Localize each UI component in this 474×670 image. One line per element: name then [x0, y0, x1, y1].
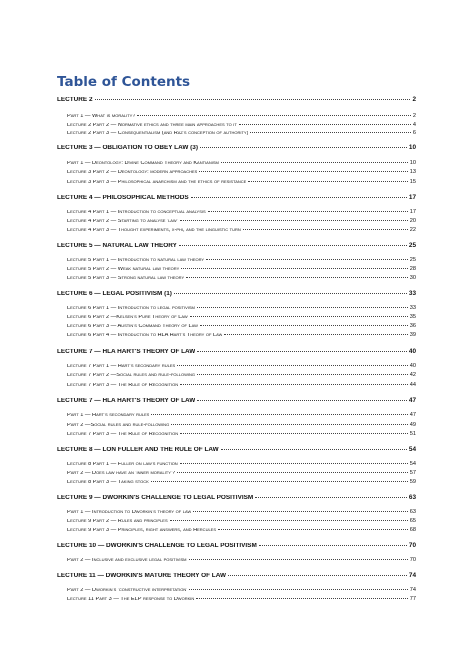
toc-page-number: 17	[408, 194, 416, 201]
dot-leader	[200, 325, 408, 326]
toc-page-number: 63	[408, 494, 416, 501]
dot-leader	[199, 171, 407, 172]
toc-entry-label: Lecture 4 Part 3 — Thought experiments, x-phi, and the linguistic turn	[67, 228, 241, 233]
toc-lecture-entry[interactable]	[57, 495, 416, 501]
toc-page-number: 30	[409, 275, 416, 281]
toc-entry-label: Part 1 — Hart's secondary rules	[67, 413, 150, 418]
dot-leader	[151, 414, 407, 415]
dot-leader	[177, 365, 408, 366]
toc-page-number: 33	[408, 290, 416, 297]
toc-entry-label: Lecture 5 Part 3 — Strong natural law theory	[67, 276, 185, 281]
toc-entry-label: Lecture 9 Part 2 — Rules and principles	[67, 519, 168, 524]
dot-leader	[177, 472, 408, 473]
toc-entry-label: Lecture 6 Part 3 — Austin's Command Theory of Law	[67, 324, 198, 329]
toc-page-number: 63	[409, 509, 416, 515]
dot-leader	[197, 307, 408, 308]
toc-page-number: 15	[409, 179, 416, 185]
toc-page-number: 25	[409, 257, 416, 263]
toc-lecture-entry[interactable]	[57, 291, 416, 297]
dot-leader	[197, 374, 408, 375]
toc-page-number: 28	[409, 266, 416, 272]
toc-page-number: 74	[408, 572, 416, 579]
toc-sub-entry[interactable]	[67, 413, 416, 419]
dot-leader	[180, 220, 408, 221]
toc-page-number: 74	[409, 587, 416, 593]
toc-page-number: 20	[409, 218, 416, 224]
dot-leader	[151, 481, 408, 482]
toc-page-number: 35	[409, 314, 416, 320]
toc-page-number: 6	[412, 130, 416, 136]
dot-leader	[218, 529, 408, 530]
toc-page-number: 54	[409, 461, 416, 467]
toc-entry-label: Lecture 4 Part 2 — Starting to analyse 'law'	[67, 219, 178, 224]
toc-page-number: 40	[408, 348, 416, 355]
toc-sub-entry[interactable]	[67, 471, 416, 477]
dot-leader	[208, 211, 408, 212]
toc-sub-entry[interactable]	[67, 114, 416, 120]
toc-sub-entry[interactable]	[67, 480, 416, 486]
toc-entry-label: Part 2 — Does law have an 'inner morality'?	[67, 471, 176, 476]
toc-sub-entry[interactable]	[67, 462, 416, 468]
toc-sub-entry[interactable]	[67, 170, 416, 176]
toc-sub-entry[interactable]	[67, 333, 416, 339]
toc-entry-label: Part 2 — Inclusive and exclusive legal positivism	[67, 558, 187, 563]
toc-title: Table of Contents	[57, 74, 191, 90]
dot-leader	[95, 99, 411, 100]
toc-entry-label: Part 1 — Deontology: Divine Command Theory and Kantianism	[67, 161, 219, 166]
dot-leader	[181, 268, 408, 269]
dot-leader	[186, 277, 408, 278]
toc-sub-entry[interactable]	[67, 123, 416, 129]
dot-leader	[206, 259, 408, 260]
toc-entry-label: Part 1 — Introduction to Dworkin's theory of law	[67, 510, 192, 515]
toc-page-number: 70	[409, 557, 416, 563]
toc-sub-entry[interactable]	[67, 364, 416, 370]
toc-entry-label: LECTURE 11 — DWORKIN'S MATURE THEORY OF LAW	[57, 573, 226, 579]
dot-leader	[190, 316, 408, 317]
toc-entry-label: LECTURE 4 — PHILOSOPHICAL METHODS	[57, 195, 189, 201]
dot-leader	[259, 545, 407, 546]
toc-entry-label: Lecture 6 Part 2 —Kelsen's Pure Theory of Law	[67, 315, 188, 320]
dot-leader	[196, 598, 408, 599]
toc-page-number: 17	[409, 209, 416, 215]
dot-leader	[179, 245, 407, 246]
toc-entry-label: Lecture 6 Part 4 — Introduction to HLA Hart's Theory of Law	[67, 333, 223, 338]
dot-leader	[228, 575, 407, 576]
toc-entry-label: Lecture 4 Part 1 — Introduction to conceptual analysis	[67, 210, 206, 215]
toc-page-number: 68	[409, 527, 416, 533]
toc-page-number: 22	[409, 227, 416, 233]
toc-page-number: 36	[409, 323, 416, 329]
toc-page-number: 54	[408, 446, 416, 453]
toc-entry-label: LECTURE 9 — DWORKIN'S CHALLENGE TO LEGAL POSITIVISM	[57, 495, 254, 501]
toc-sub-entry[interactable]	[67, 131, 416, 137]
toc-sub-entry[interactable]	[67, 510, 416, 516]
toc-page-number: 49	[409, 422, 416, 428]
toc-page-number: 25	[408, 242, 416, 249]
toc-lecture-entry[interactable]	[57, 447, 416, 453]
toc-sub-entry[interactable]	[67, 373, 416, 379]
toc-sub-entry[interactable]	[67, 519, 416, 525]
toc-sub-entry[interactable]	[67, 324, 416, 330]
toc-entry-label: Lecture 2 Part 3 — Consequentialism (and Raz's conception of authority)	[67, 131, 249, 136]
dot-leader	[197, 400, 407, 401]
toc-sub-entry[interactable]	[67, 258, 416, 264]
toc-lecture-entry[interactable]	[57, 97, 416, 103]
dot-leader	[170, 520, 408, 521]
toc-sub-entry[interactable]	[67, 180, 416, 186]
toc-lecture-entry[interactable]	[57, 195, 416, 201]
dot-leader	[193, 511, 407, 512]
toc-sub-entry[interactable]	[67, 161, 416, 167]
dot-leader	[180, 433, 408, 434]
dot-leader	[248, 181, 407, 182]
dot-leader	[255, 497, 407, 498]
toc-page-number: 65	[409, 518, 416, 524]
toc-lecture-entry[interactable]	[57, 573, 416, 579]
toc-entry-label: Lecture 2 Part 2 — Normative ethics and three main approaches to it	[67, 123, 237, 128]
dot-leader	[180, 463, 408, 464]
toc-entry-label: LECTURE 10 — DWORKIN'S CHALLENGE TO LEGAL POSITIVISM	[57, 543, 257, 549]
toc-page-number: 44	[409, 382, 416, 388]
toc-entry-label: LECTURE 2	[57, 97, 93, 103]
toc-sub-entry[interactable]	[67, 588, 416, 594]
toc-lecture-entry[interactable]	[57, 398, 416, 404]
toc-page-number: 77	[409, 596, 416, 602]
toc-entry-label: Lecture 9 Part 3 — Principles, right answers, and Hercules	[67, 528, 217, 533]
toc-page-number: 47	[408, 397, 416, 404]
dot-leader	[243, 229, 408, 230]
toc-entry-label: Lecture 7 Part 2 —Social rules and rule-following	[67, 373, 195, 378]
dot-leader	[189, 589, 407, 590]
dot-leader	[200, 147, 407, 148]
toc-entry-label: Lecture 5 Part 1 — Introduction to natural law theory	[67, 258, 205, 263]
toc-entry-label: Lecture 7 Part 3 — The Rule of Recognition	[67, 432, 179, 437]
toc-entry-label: LECTURE 7 — HLA HART'S THEORY OF LAW	[57, 398, 196, 404]
dot-leader	[250, 132, 410, 133]
toc-page-number: 2	[412, 96, 416, 103]
toc-page-number: 10	[409, 160, 416, 166]
toc-sub-entry[interactable]	[67, 558, 416, 564]
toc-entry-label: Part 2 — Dworkin's 'constructive interpretation'	[67, 588, 188, 593]
toc-page-number: 33	[409, 305, 416, 311]
toc-sub-entry[interactable]	[67, 597, 416, 603]
toc-page-number: 47	[409, 412, 416, 418]
toc-sub-entry[interactable]	[67, 219, 416, 225]
toc-page-number: 70	[408, 542, 416, 549]
toc-page-number: 39	[409, 332, 416, 338]
toc-page-number: 40	[409, 363, 416, 369]
dot-leader	[224, 334, 407, 335]
toc-entry-label: LECTURE 8 — LON FULLER AND THE RULE OF LAW	[57, 447, 219, 453]
toc-entry-label: LECTURE 5 — NATURAL LAW THEORY	[57, 243, 177, 249]
toc-sub-entry[interactable]	[67, 315, 416, 321]
toc-page-number: 42	[409, 372, 416, 378]
toc-lecture-entry[interactable]	[57, 145, 416, 151]
toc-sub-entry[interactable]	[67, 383, 416, 389]
dot-leader	[239, 124, 411, 125]
toc-sub-entry[interactable]	[67, 306, 416, 312]
toc-entry-label: Part 2 —Social rules and rule-following	[67, 423, 170, 428]
toc-page-number: 13	[409, 169, 416, 175]
toc-page-number: 10	[408, 144, 416, 151]
toc-lecture-entry[interactable]	[57, 543, 416, 549]
dot-leader	[221, 449, 407, 450]
toc-page-number: 59	[409, 479, 416, 485]
toc-page-number: 4	[412, 122, 416, 128]
toc-entry-label: Lecture 7 Part 1 — Hart's secondary rules	[67, 364, 176, 369]
toc-lecture-entry[interactable]	[57, 349, 416, 355]
toc-sub-entry[interactable]	[67, 276, 416, 282]
toc-page-number: 2	[412, 113, 416, 119]
toc-entry-label: Lecture 5 Part 2 — Weak natural law theory	[67, 267, 180, 272]
toc-sub-entry[interactable]	[67, 528, 416, 534]
dot-leader	[180, 384, 408, 385]
toc-sub-entry[interactable]	[67, 267, 416, 273]
dot-leader	[191, 197, 407, 198]
toc-entry-label: Lecture 8 Part 3 — Taking stock	[67, 480, 149, 485]
toc-lecture-entry[interactable]	[57, 243, 416, 249]
dot-leader	[221, 162, 408, 163]
toc-sub-entry[interactable]	[67, 210, 416, 216]
toc-entry-label: Lecture 8 Part 1 — Fuller on law's function	[67, 462, 178, 467]
toc-page-number: 51	[409, 431, 416, 437]
dot-leader	[197, 351, 407, 352]
toc-sub-entry[interactable]	[67, 423, 416, 429]
toc-entry-label: Lecture 7 Part 3 — The Rule of Recognition	[67, 383, 179, 388]
toc-entry-label: Lecture 3 Part 3 — Philosophical anarchism and the ethics of resistance	[67, 180, 247, 185]
toc-entry-label: Lecture 3 Part 2 — Deontology: modern approaches	[67, 170, 198, 175]
toc-entry-label: Part 1 — What is morality?	[67, 114, 136, 119]
dot-leader	[189, 559, 408, 560]
toc-entry-label: LECTURE 3 — OBLIGATION TO OBEY LAW (3)	[57, 145, 198, 151]
dot-leader	[171, 424, 408, 425]
dot-leader	[137, 115, 410, 116]
toc-entry-label: LECTURE 6 — LEGAL POSITIVISM (1)	[57, 291, 172, 297]
toc-entry-label: LECTURE 7 — HLA HART'S THEORY OF LAW	[57, 349, 196, 355]
dot-leader	[174, 293, 407, 294]
toc-sub-entry[interactable]	[67, 228, 416, 234]
toc-entry-label: Lecture 11 Part 3 — The ELP response to Dworkin	[67, 597, 195, 602]
toc-entry-label: Lecture 6 Part 1 — Introduction to legal positivism	[67, 306, 195, 311]
toc-sub-entry[interactable]	[67, 432, 416, 438]
toc-page-number: 57	[409, 470, 416, 476]
